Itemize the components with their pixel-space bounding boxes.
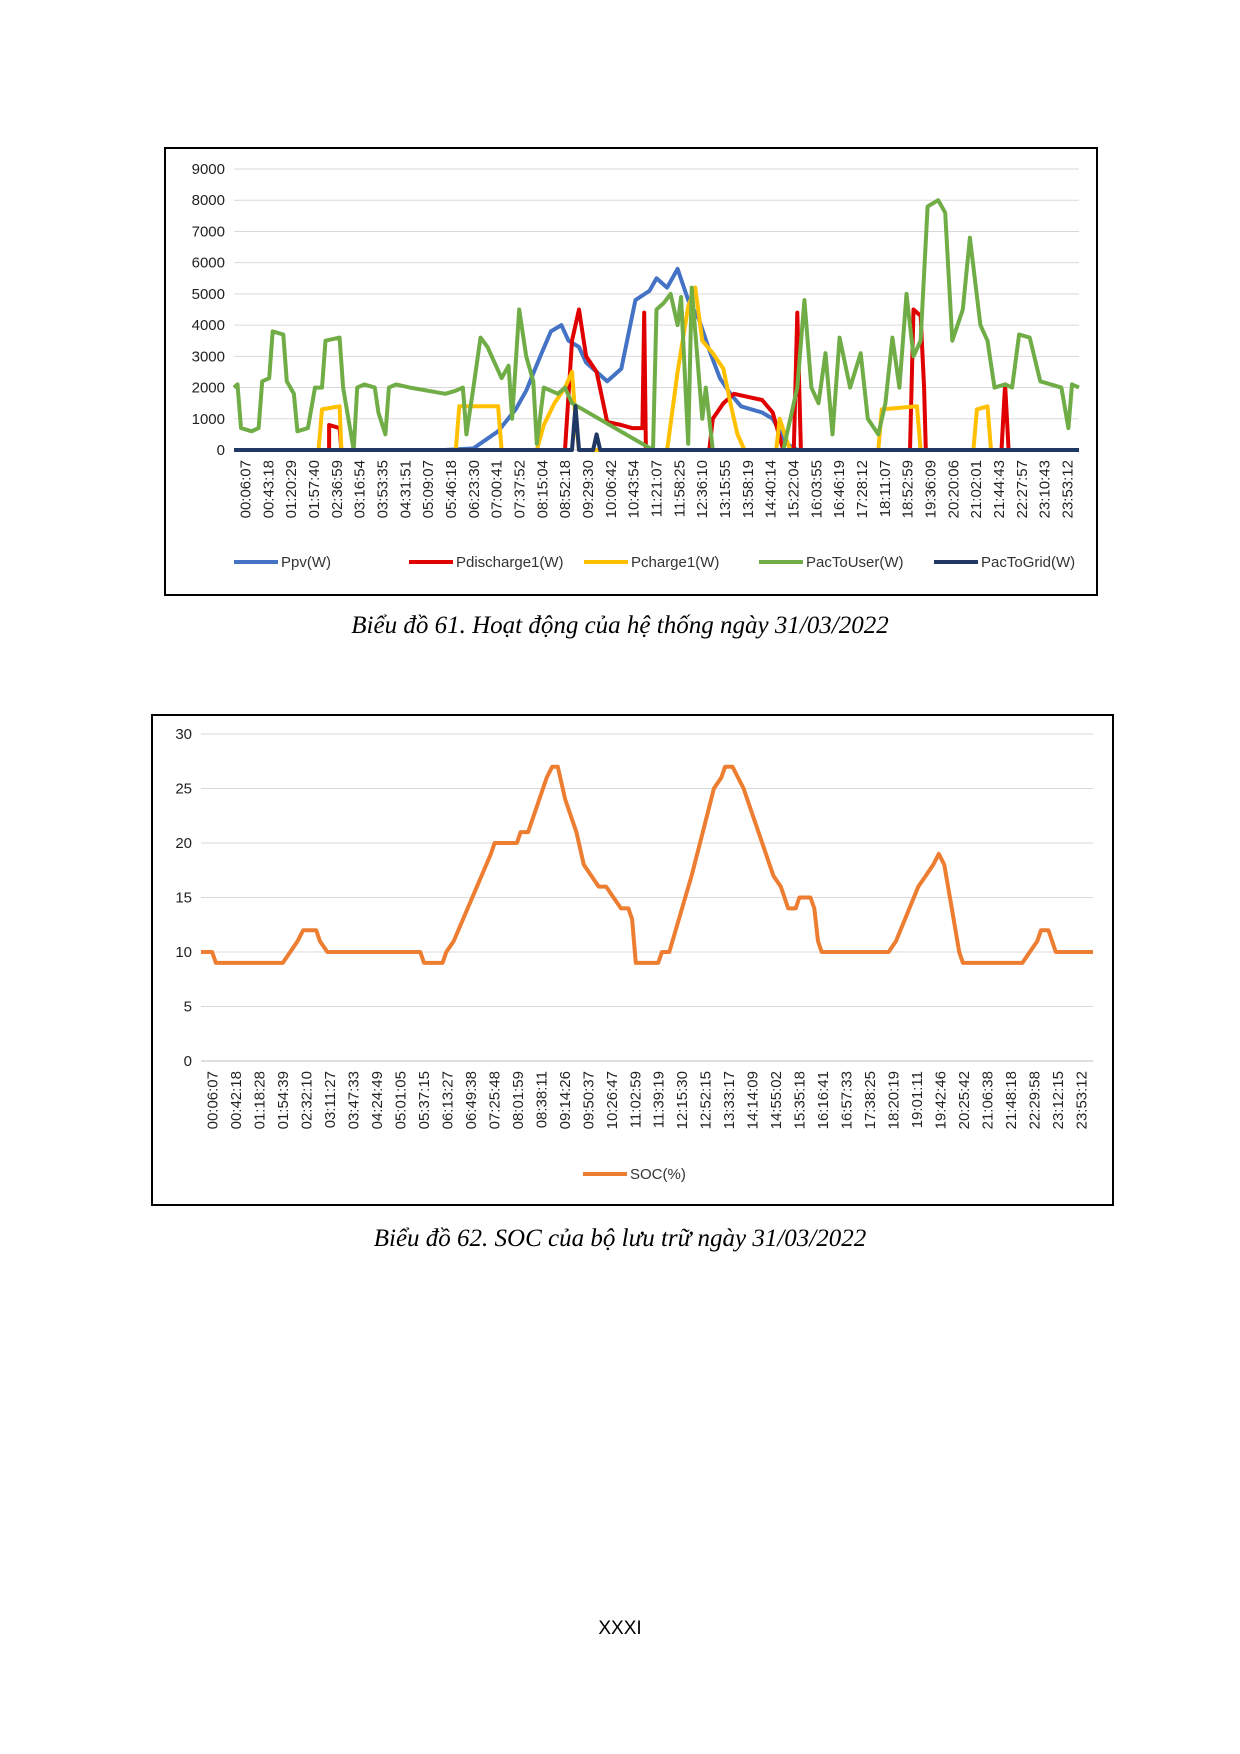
x-tick-label: 04:31:51 [397,460,415,519]
y-tick-label: 8000 [191,192,225,210]
x-tick-label: 17:28:12 [854,460,872,519]
x-tick-label: 10:26:47 [603,1071,621,1130]
x-tick-label: 03:53:35 [374,460,392,519]
x-tick-label: 08:52:18 [557,460,575,519]
x-tick-label: 09:29:30 [579,460,597,519]
x-tick-label: 02:36:59 [328,460,346,519]
x-tick-label: 00:06:07 [204,1071,222,1130]
y-tick-label: 4000 [191,317,225,335]
x-tick-label: 14:55:02 [768,1071,786,1130]
y-tick-label: 15 [175,889,192,907]
x-tick-label: 13:33:17 [721,1071,739,1130]
x-tick-label: 17:38:25 [862,1071,879,1130]
x-tick-label: 09:50:37 [580,1071,598,1130]
legend-label: PacToUser(W) [806,554,904,571]
y-tick-label: 1000 [191,410,225,428]
x-tick-label: 21:48:18 [1002,1071,1020,1130]
x-tick-label: 19:36:09 [922,460,940,519]
x-tick-label: 07:25:48 [486,1071,504,1130]
legend-label: PacToGrid(W) [981,554,1076,571]
legend-label: SOC(%) [630,1166,686,1183]
x-tick-label: 05:09:07 [420,460,438,519]
x-tick-label: 11:21:07 [648,460,666,518]
x-tick-label: 12:52:15 [697,1071,715,1130]
y-tick-label: 3000 [191,348,225,366]
x-tick-label: 20:25:42 [955,1071,973,1130]
y-tick-label: 20 [175,835,192,852]
y-tick-label: 2000 [191,379,225,397]
x-tick-label: 19:01:11 [908,1071,926,1129]
x-tick-label: 19:42:46 [932,1071,950,1130]
x-tick-label: 18:11:07 [876,460,894,518]
series-line-soc [201,767,1093,963]
chart-soc-svg [153,716,1112,1204]
x-tick-label: 10:06:42 [602,460,620,519]
chart-1-caption: Biểu đồ 61. Hoạt động của hệ thống ngày 31/03/2022 [351,612,889,639]
x-tick-label: 13:15:55 [717,460,735,519]
x-tick-label: 15:22:04 [785,460,803,519]
x-tick-label: 13:58:19 [739,460,757,519]
x-tick-label: 08:15:04 [534,460,552,519]
x-tick-label: 10:43:54 [625,460,643,519]
chart-2-caption: Biểu đồ 62. SOC của bộ lưu trữ ngày 31/03/2022 [373,1225,867,1252]
x-tick-label: 16:16:41 [815,1071,833,1130]
page-number: XXXI [598,1618,642,1639]
x-tick-label: 12:36:10 [694,460,712,519]
x-tick-label: 00:42:18 [228,1071,246,1130]
y-tick-label: 30 [175,726,192,743]
y-tick-label: 10 [175,944,192,961]
x-tick-label: 16:03:55 [808,460,826,519]
x-tick-label: 08:38:11 [533,1071,551,1129]
x-tick-label: 06:13:27 [439,1071,457,1130]
x-tick-label: 21:02:01 [968,460,986,519]
x-tick-label: 14:14:09 [744,1071,762,1130]
x-tick-label: 21:44:43 [991,460,1009,519]
x-tick-label: 03:11:27 [322,1071,340,1129]
x-tick-label: 01:57:40 [305,460,323,519]
x-tick-label: 22:27:57 [1013,460,1031,519]
y-tick-label: 0 [216,442,225,459]
x-tick-label: 03:47:33 [345,1071,363,1130]
y-tick-label: 5000 [191,285,225,303]
x-tick-label: 15:35:18 [791,1071,809,1130]
x-tick-label: 01:20:29 [283,460,301,519]
x-tick-label: 09:14:26 [556,1071,574,1130]
chart-system-activity-svg [166,149,1096,594]
x-tick-label: 23:10:43 [1036,460,1054,519]
x-tick-label: 23:53:12 [1073,1071,1091,1130]
x-tick-label: 02:32:10 [298,1071,316,1130]
x-tick-label: 23:12:15 [1049,1071,1067,1130]
x-tick-label: 22:29:58 [1026,1071,1044,1130]
series-line-pactogrid-w [234,406,1079,450]
x-tick-label: 18:52:59 [899,460,917,519]
x-tick-label: 00:06:07 [237,460,255,519]
x-tick-label: 05:46:18 [442,460,460,519]
y-tick-label: 25 [175,780,192,798]
x-tick-label: 12:15:30 [674,1071,692,1130]
x-tick-label: 21:06:38 [979,1071,997,1130]
x-tick-label: 03:16:54 [351,460,369,519]
x-tick-label: 01:18:28 [251,1071,269,1130]
x-tick-label: 07:37:52 [511,460,529,519]
y-tick-label: 7000 [191,223,225,241]
x-tick-label: 11:02:59 [627,1071,645,1129]
x-tick-label: 07:00:41 [488,460,506,519]
x-tick-label: 05:37:15 [416,1071,433,1130]
x-tick-label: 20:20:06 [945,460,963,519]
x-tick-label: 08:01:59 [509,1071,527,1130]
y-tick-label: 9000 [191,161,225,178]
x-tick-label: 23:53:12 [1059,460,1077,519]
x-tick-label: 18:20:19 [885,1071,903,1130]
x-tick-label: 14:40:14 [762,460,780,519]
chart-system-activity [164,147,1098,596]
y-tick-label: 0 [183,1053,192,1070]
legend-label: Ppv(W) [281,554,331,571]
x-tick-label: 16:57:33 [838,1071,856,1130]
x-tick-label: 11:58:25 [671,460,689,518]
x-tick-label: 16:46:19 [831,460,849,519]
x-tick-label: 04:24:49 [369,1071,387,1130]
x-tick-label: 05:01:05 [392,1071,410,1130]
y-tick-label: 6000 [191,254,225,272]
y-tick-label: 5 [183,998,192,1016]
chart-soc [151,714,1114,1206]
legend-label: Pcharge1(W) [631,554,720,571]
x-tick-label: 11:39:19 [650,1071,668,1129]
x-tick-label: 01:54:39 [275,1071,293,1130]
x-tick-label: 00:43:18 [260,460,278,519]
x-tick-label: 06:49:38 [462,1071,480,1130]
legend-label: Pdischarge1(W) [456,554,564,571]
x-tick-label: 06:23:30 [465,460,483,519]
